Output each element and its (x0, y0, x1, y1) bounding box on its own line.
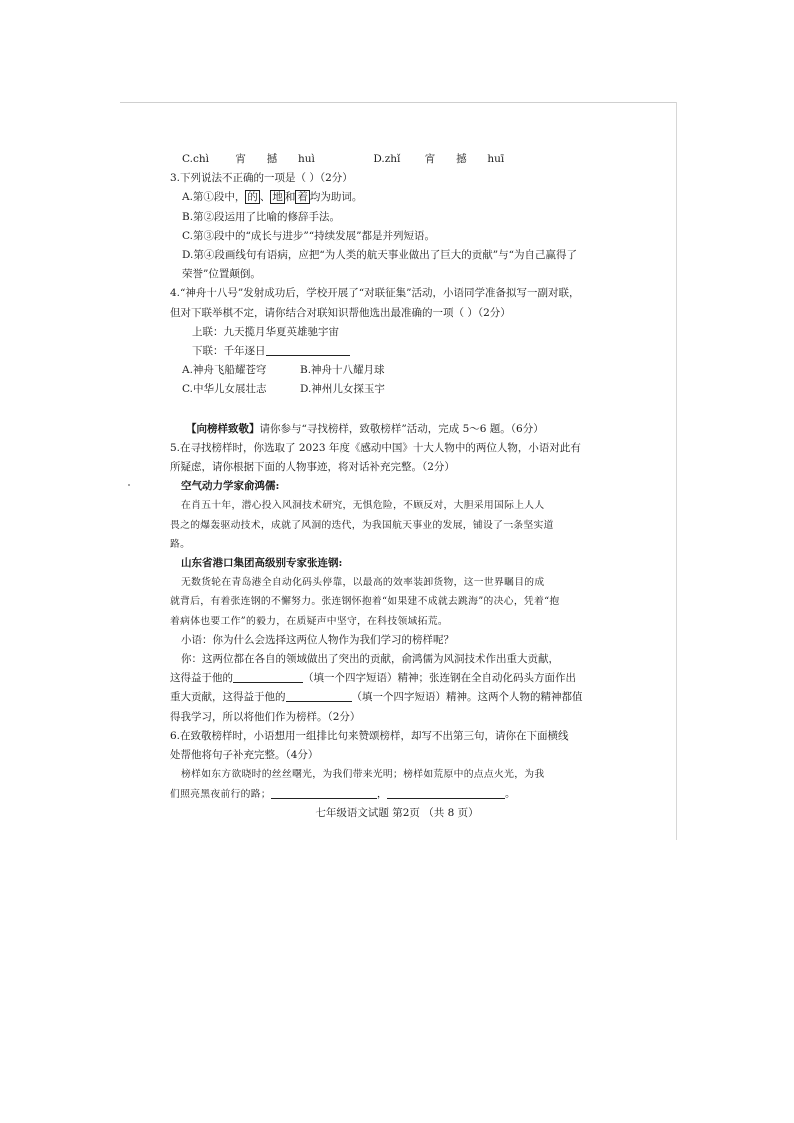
q6-text: 们照亮黑夜前行的路； (170, 788, 271, 800)
q4-option-d: D.神州儿女探玉宇 (300, 383, 385, 396)
person-deed: 畏之的爆轰驱动技术，成就了风洞的迭代，为我国航天事业的发展，铺设了一条坚实道 (170, 519, 554, 531)
q3-option-d: D.第④段画线句有语病，应把“为人类的航天事业做出了巨大的贡献”与“为自己赢得了 (182, 249, 577, 262)
q3-stem: 3.下列说法不正确的一项是（ ）（2分） (170, 172, 353, 185)
q2-option-d-pinyin: huī (487, 153, 505, 165)
q2-option-c-word: 宵 (235, 153, 246, 165)
q4-lower-text: 下联：千年逐日 (192, 345, 266, 358)
person-deed: 着病体也要工作”的毅力，在质疑声中坚守，在科技领域拓荒。 (170, 615, 448, 627)
q6-sentence: 榜样如东方欲晓时的丝丝曙光，为我们带来光明；榜样如荒原中的点点火光，为我 (181, 769, 545, 781)
section-title: 【向榜样致敬】 (186, 422, 260, 435)
q4-option-a: A.神舟飞船耀苍穹 (182, 364, 267, 377)
q4-stem-cont: 但对下联举棋不定，请你结合对联知识帮他选出最准确的一项（ ）（2分） (170, 306, 511, 319)
person-deed: 无数货轮在青岛港全自动化码头停靠，以最高的效率装卸货物，这一世界瞩目的成 (181, 577, 545, 589)
q2-option-d-word: 撼 (456, 153, 467, 165)
person-name: 空气动力学家俞鸿儒: (181, 480, 280, 493)
q3-option-d-cont: 荣誉”位置颠倒。 (182, 268, 261, 281)
q6-stem-cont: 处帮他将句子补充完整。（4分） (170, 749, 319, 762)
separator: 和 (284, 191, 296, 204)
q4-option-b: B.神舟十八耀月球 (300, 364, 385, 377)
answer-blank[interactable] (387, 786, 505, 799)
q2-option-c-label: C.chì (182, 153, 209, 165)
section-heading (170, 420, 620, 439)
q4-upper-couplet: 上联：九天揽月华夏英雄驰宇宙 (192, 325, 339, 338)
separator: ， (376, 788, 388, 800)
q2-option-d-label: D.zhǐ (373, 153, 401, 165)
dialogue-you-cont: 得我学习，所以将他们作为榜样。（2分） (170, 710, 361, 723)
answer-blank[interactable] (271, 786, 377, 799)
dialogue-xiaoyu: 小语：你为什么会选择这两位人物作为我们学习的榜样呢？ (181, 633, 454, 646)
person-name: 山东省港口集团高级别专家张连钢: (181, 557, 343, 570)
dialogue-you-cont (170, 669, 620, 688)
answer-blank[interactable] (286, 689, 352, 702)
q3-option-a (170, 188, 620, 207)
boxed-char: 的 (247, 191, 258, 204)
answer-blank[interactable] (233, 670, 303, 683)
answer-blank[interactable] (266, 343, 350, 356)
q2-option-c-pinyin: huì (298, 153, 315, 165)
dialogue-you: 你：这两位都在各自的领域做出了突出的贡献，俞鸿儒为风洞技术作出重大贡献， (181, 653, 559, 666)
q4-options-ab (170, 361, 620, 380)
q4-stem: 4.“神舟十八号”发射成功后，学校开展了“对联征集”活动，小语同学准备拟写一副对联， (170, 287, 580, 300)
scan-edge (676, 102, 677, 840)
q4-option-c: C.中华儿女展壮志 (182, 383, 267, 396)
boxed-char: 地 (272, 191, 283, 204)
dialogue-text: 重大贡献，这得益于他的 (170, 691, 286, 704)
q2-option-c-word: 撼 (266, 153, 278, 165)
dialogue-text: （填一个四字短语）精神；张连钢在全自动化码头方面作出 (303, 672, 576, 685)
q5-stem-cont: 所疑虑，请你根据下面的人物事迹，将对话补充完整。（2分） (170, 461, 455, 474)
boxed-char: 着 (297, 191, 308, 204)
q2-option-d-word: 宵 (424, 153, 436, 165)
q6-stem: 6.在致敬榜样时，小语想用一组排比句来赞颂榜样，却写不出第三句，请你在下面横线 (170, 729, 569, 742)
q3-option-a-text: A.第①段中， (182, 191, 246, 204)
page-footer: 七年级语文试题 第2页 （共 8 页） (315, 807, 479, 819)
q2-options-cd (170, 150, 620, 169)
q4-lower-couplet (170, 342, 620, 361)
q6-sentence-cont (170, 785, 620, 804)
q4-options-cd (170, 380, 620, 399)
dialogue-text: 这得益于他的 (170, 672, 233, 685)
q3-option-a-text: 均为助词。 (309, 191, 363, 204)
dialogue-you-cont (170, 688, 620, 707)
person-deed: 路。 (170, 538, 191, 550)
scan-speck (128, 484, 130, 486)
separator: 、 (259, 191, 271, 204)
q3-option-b: B.第②段运用了比喻的修辞手法。 (182, 210, 341, 223)
person-deed: 在肖五十年，潜心投入风洞技术研究，无惧危险，不顾反对，大胆采用国际上人人 (181, 500, 545, 512)
person-deed: 就背后，有着张连钢的不懈努力。张连钢怀抱着“如果建不成就去跳海”的决心，凭着“抱 (170, 596, 560, 608)
dialogue-text: （填一个四字短语）精神。这两个人物的精神都值 (351, 691, 583, 704)
exam-page (170, 150, 620, 804)
scan-edge (120, 102, 676, 103)
q5-stem: 5.在寻找榜样时，你选取了 2023 年度《感动中国》十大人物中的两位人物，小语对此有 (170, 441, 581, 454)
section-intro: 请你参与“寻找榜样，致敬榜样”活动，完成 5～6 题。（6分） (259, 422, 544, 435)
separator: 。 (505, 788, 516, 800)
q3-option-c: C.第③段中的“成长与进步”“持续发展”都是并列短语。 (182, 229, 435, 242)
